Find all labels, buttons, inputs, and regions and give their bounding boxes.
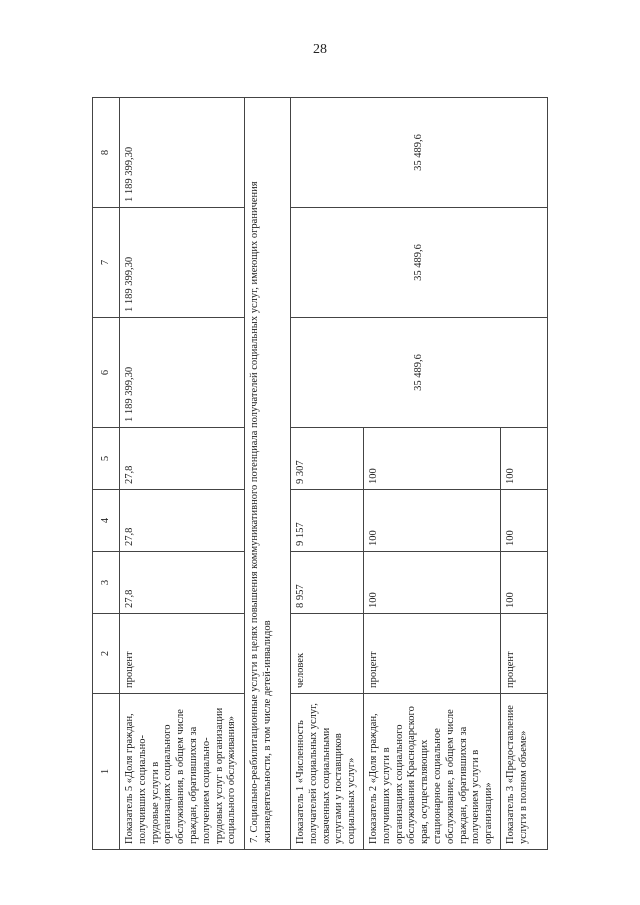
section-row <box>245 98 291 850</box>
value-cell: 27,8 <box>120 552 245 614</box>
value-cell: 100 <box>363 490 500 552</box>
table-row <box>120 98 245 850</box>
value-cell: 9 157 <box>291 490 364 552</box>
total-cell: 35 489,6 <box>291 318 548 428</box>
col-header-5: 5 <box>93 428 120 490</box>
unit-cell: процент <box>363 614 500 694</box>
page-number: 28 <box>313 42 327 57</box>
indicator-cell: Показатель 2 «Доля граждан, получивших услуги в организациях социального обслуживания Краснодарского края, осуществляющих стационарное социальное обслуживание, в общем числе граждан, обратившихся за получением услуги в организации» <box>363 694 500 850</box>
table-row <box>291 98 364 850</box>
value-cell: 100 <box>500 490 547 552</box>
value-cell: 1 189 399,30 <box>120 318 245 428</box>
col-header-7: 7 <box>93 208 120 318</box>
indicator-cell: Показатель 1 «Численность получателей социальных услуг, охваченных социальными услугами у поставщиков социальных услуг» <box>291 694 364 850</box>
data-table <box>92 97 548 850</box>
rotated-table-container <box>92 98 548 850</box>
value-cell: 27,8 <box>120 428 245 490</box>
col-header-4: 4 <box>93 490 120 552</box>
value-cell: 9 307 <box>291 428 364 490</box>
value-cell: 8 957 <box>291 552 364 614</box>
unit-cell: человек <box>291 614 364 694</box>
col-header-8: 8 <box>93 98 120 208</box>
header-row <box>93 98 120 850</box>
value-cell: 100 <box>500 428 547 490</box>
unit-cell: процент <box>120 614 245 694</box>
value-cell: 100 <box>363 552 500 614</box>
col-header-6: 6 <box>93 318 120 428</box>
unit-cell: процент <box>500 614 547 694</box>
value-cell: 1 189 399,30 <box>120 98 245 208</box>
section-title: 7. Социально-реабилитационные услуги в целях повышения коммуникативного потенциала получателей социальных услуг, имеющих ограничения жизнедеятельности, в том числе детей-инвалидов <box>245 98 291 850</box>
value-cell: 100 <box>363 428 500 490</box>
value-cell: 1 189 399,30 <box>120 208 245 318</box>
col-header-3: 3 <box>93 552 120 614</box>
col-header-2: 2 <box>93 614 120 694</box>
total-cell: 35 489,6 <box>291 208 548 318</box>
value-cell: 27,8 <box>120 490 245 552</box>
total-cell: 35 489,6 <box>291 98 548 208</box>
indicator-cell: Показатель 5 «Доля граждан, получивших социально-трудовые услуги в организациях социального обслуживания, в общем числе граждан, обратившихся за получением социально-трудовых услуг в организации социального обслуживания» <box>120 694 245 850</box>
indicator-cell: Показатель 3 «Предоставление услуги в полном объеме» <box>500 694 547 850</box>
value-cell: 100 <box>500 552 547 614</box>
col-header-1: 1 <box>93 694 120 850</box>
